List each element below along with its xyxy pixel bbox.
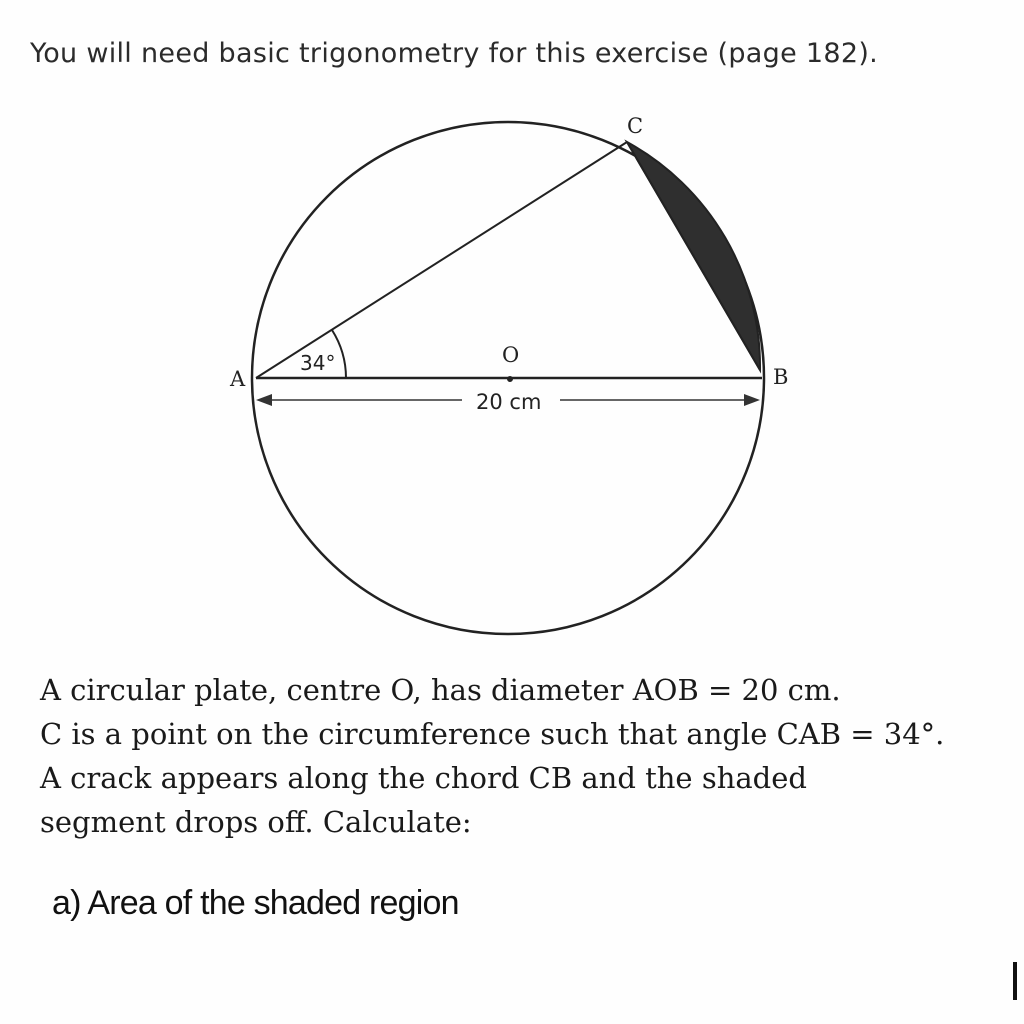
problem-statement xyxy=(40,668,944,844)
edge-mark xyxy=(1013,962,1017,1000)
arrowhead-right xyxy=(744,394,760,406)
centre-dot xyxy=(507,376,513,382)
label-a: A xyxy=(230,367,246,391)
label-b: B xyxy=(773,365,789,389)
problem-line: segment drops off. Calculate: xyxy=(40,805,472,839)
chord-cb xyxy=(627,142,760,370)
diameter-label: 20 cm xyxy=(476,390,542,414)
problem-line: C is a point on the circumference such that angle CAB = 34°. xyxy=(40,717,945,751)
problem-line: A circular plate, centre O, has diameter AOB = 20 cm. xyxy=(40,673,841,707)
angle-label: 34° xyxy=(300,351,336,375)
arrowhead-left xyxy=(256,394,272,406)
problem-line: A crack appears along the chord CB and the shaded xyxy=(40,761,807,795)
question-a: a) Area of the shaded region xyxy=(52,884,459,922)
intro-text: You will need basic trigonometry for this exercise (page 182). xyxy=(30,38,879,69)
chord-ac xyxy=(256,142,627,378)
label-o: O xyxy=(502,343,520,367)
label-c: C xyxy=(627,114,644,138)
